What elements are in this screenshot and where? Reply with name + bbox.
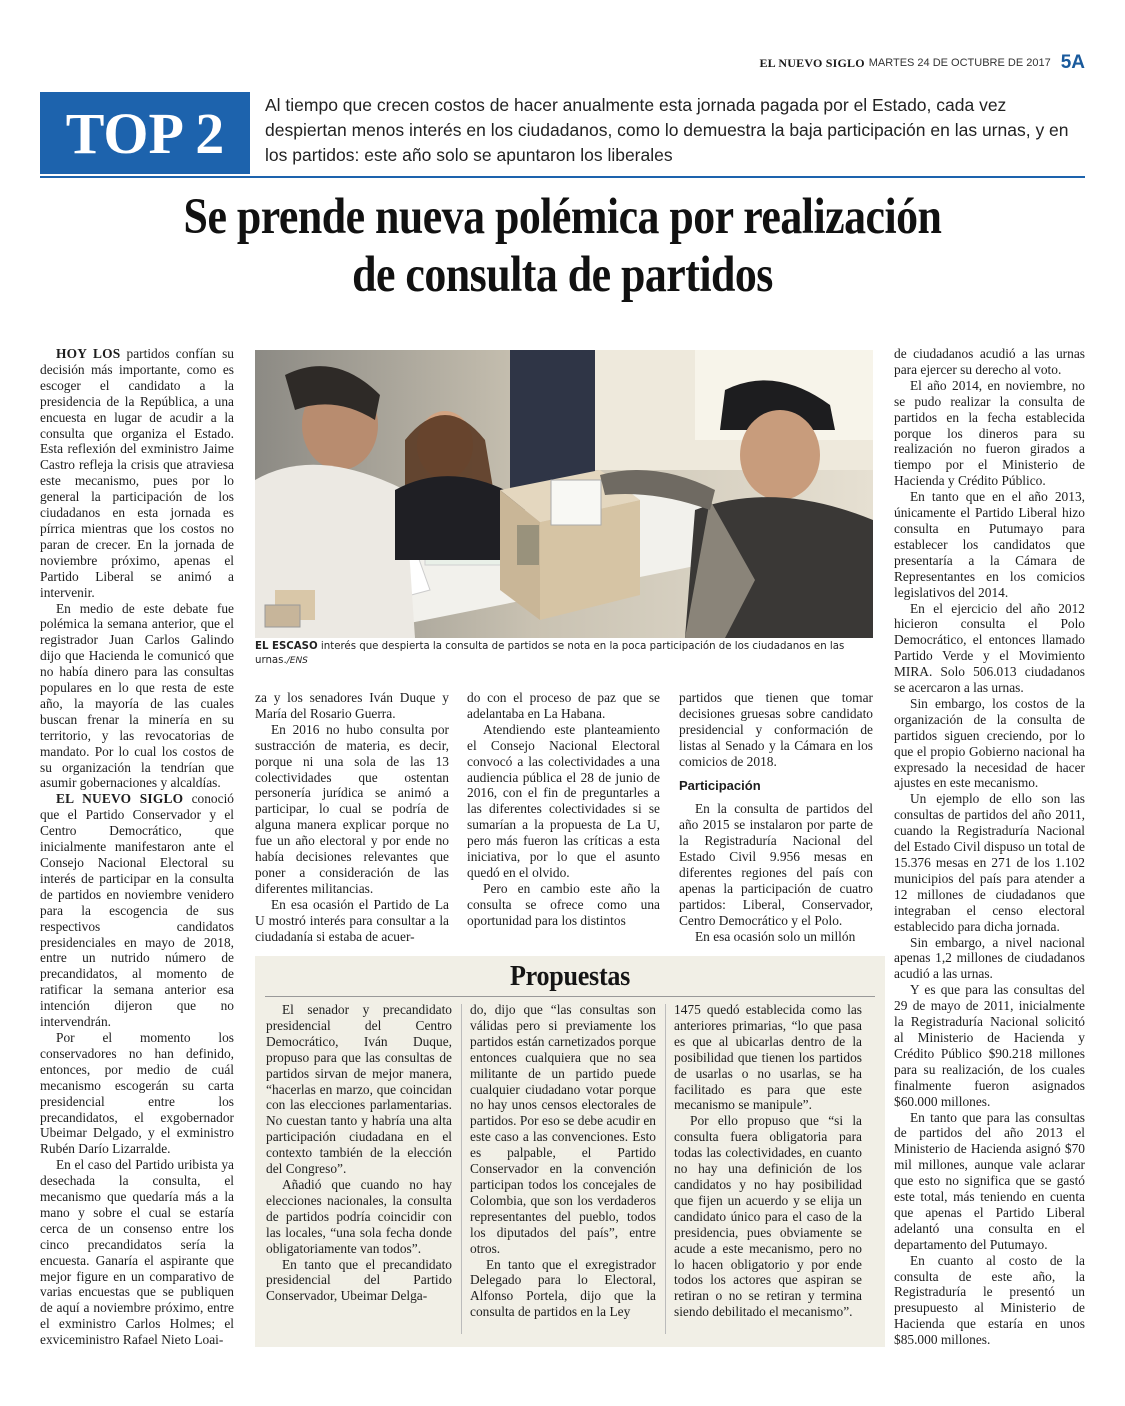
paragraph: En 2016 no hubo consulta por sustracción de materia, es decir, porque ni una sola de las 13 colectividades que ostentan personería jurídica se animó a participar, lo cual se podría de alguna manera explicar porque no fue un año electoral y por ende no había decisiones relevantes que poner a consideración de las diferentes militancias. <box>255 721 449 896</box>
column-divider <box>665 1004 666 1334</box>
lead-in: HOY LOS <box>56 346 121 361</box>
paragraph: En tanto que el exregistrador Delegado para lo Electoral, Alfonso Portela, dijo que la consulta de partidos en la Ley <box>470 1256 656 1320</box>
subhead: Participación <box>679 777 761 793</box>
paragraph: Pero en cambio este año la consulta se ofrece como una oportunidad para los distintos <box>467 880 660 928</box>
issue-date: MARTES 24 DE OCTUBRE DE 2017 <box>868 57 1051 69</box>
article-column-4 <box>679 690 873 945</box>
paragraph: El año 2014, en noviembre, no se pudo realizar la consulta de partidos en la fecha establecida porque los dineros para su realización no fueron girados a tiempo por el Ministerio de Hacienda y Crédito Público. <box>894 377 1085 489</box>
paragraph: En esa ocasión el Partido de La U mostró interés para consultar a la ciudadanía si estaba de acuer- <box>255 896 449 944</box>
sidebar-column-2 <box>470 1002 656 1320</box>
caption-lead: EL ESCASO <box>255 641 318 652</box>
photo-caption <box>255 640 873 668</box>
paragraph: En la consulta de partidos del año 2015 se instalaron por parte de la Registraduría Nacional del Estado Civil 9.956 mesas en diferentes regiones del país con apenas la participación de cuatro partidos: Liberal, Conservador, Centro Democrático y el Polo. <box>679 801 873 928</box>
kicker-text: Al tiempo que crecen costos de hacer anualmente esta jornada pagada por el Estado, cada vez despiertan menos interés en los ciudadanos, como lo demuestra la baja participación en las urnas, y en los partidos: este año solo se apuntaron los liberales <box>265 95 1069 165</box>
paragraph: za y los senadores Iván Duque y María del Rosario Guerra. <box>255 690 449 721</box>
caption-text: interés que despierta la consulta de partidos se nota en la poca participación de los ciudadanos en las urnas. <box>255 641 845 666</box>
article-column-5 <box>894 346 1085 1348</box>
paragraph: En medio de este debate fue polémica la semana anterior, que el registrador Juan Carlos Galindo dijo que Hacienda le comunicó que no había dinero para las consultas populares en lo que resta de este año, la mayoría de las cuales buscan frenar la minería en su territorio, y las revocatorias de mandato. Por lo cual los costos de su organización la tendrían que asumir gobernaciones y alcaldías. <box>40 600 234 791</box>
paragraph: partidos que tienen que tomar decisiones gruesas sobre candidato presidencial y conformación de listas al Senado y la Cámara en los comicios de 2018. <box>679 690 873 769</box>
section-tag: TOP 2 <box>40 92 250 174</box>
paragraph: En cuanto al costo de la consulta de este año, la Registraduría le presentó un presupuesto al Ministerio de Hacienda que estaría en unos $85.000 millones. <box>894 1252 1085 1348</box>
page-number: 5A <box>1060 52 1085 73</box>
sidebar-column-3 <box>674 1002 862 1320</box>
paragraph: En el ejercicio del año 2012 hicieron consulta el Polo Democrático, el entonces llamado Partido Verde y el Movimiento MIRA. Solo 506.013 ciudadanos se acercaron a las urnas. <box>894 600 1085 696</box>
paragraph: Sin embargo, a nivel nacional apenas 1,2 millones de ciudadanos acudió a las urnas. <box>894 934 1085 982</box>
sidebar-title-rule <box>265 996 875 997</box>
column-divider <box>461 1004 462 1334</box>
paragraph: partidos confían su decisión más importante, como es escoger el candidato a la presidencia de la República, a una encuesta en lugar de acudir a la consulta que organiza el Estado. Esta reflexión del exministro Jaime Castro refleja la crisis que atraviesa este mecanismo, pues por lo general la participación de los ciudadanos en esta jornada es pírrica mientras que los costos no paran de crecer. En la jornada de noviembre próximo, apenas el Partido Liberal se animó a intervenir. <box>40 346 234 600</box>
newspaper-name: EL NUEVO SIGLO <box>759 55 865 70</box>
paragraph: En tanto que en el año 2013, únicamente el Partido Liberal hizo consulta en Putumayo para establecer los candidatos que presentaría a la Cámara de Representantes en los comicios legislativos del 2014. <box>894 489 1085 600</box>
paragraph: En tanto que el precandidato presidencial del Partido Conservador, Ubeimar Delga- <box>266 1256 452 1304</box>
article-column-1 <box>40 346 234 1348</box>
article-column-3 <box>467 690 660 929</box>
paragraph: En el caso del Partido uribista ya desechada la consulta, el mecanismo que quedaría más a la mano y sobre el cual se estaría cerca de un consenso entre los cinco precandidatos sería la encuesta. Ganaría el aspirante que mejor figure en un comparativo de varias encuestas que se publiquen de aquí a noviembre próximo, entre el exministro Carlos Holmes; el exviceministro Rafael Nieto Loai- <box>40 1157 234 1348</box>
sidebar-column-1 <box>266 1002 452 1304</box>
paragraph: do con el proceso de paz que se adelantaba en La Habana. <box>467 690 660 721</box>
paragraph: Y es que para las consultas del 29 de mayo de 2011, inicialmente la Registraduría Nacional solicitó al Ministerio de Hacienda y Crédito Público $90.218 millones para su realización, de los cuales finalmente fueron asignados $60.000 millones. <box>894 982 1085 1109</box>
paragraph: El senador y precandidato presidencial del Centro Democrático, Iván Duque, propuso para que las consultas de partidos sirvan de mejor manera, “hacerlas en marzo, que coincidan con las elecciones parlamentarias. No cuestan tanto y habría una alta participación ciudadana en el contexto también de la elección del Congreso”. <box>266 1002 452 1177</box>
lead-in: EL NUEVO SIGLO <box>56 791 184 807</box>
paragraph: Añadió que cuando no hay elecciones nacionales, la consulta de partidos podría coincidir con las locales, “una sola fecha donde obligatoriamente van todos”. <box>266 1176 452 1256</box>
paragraph: Por el momento los conservadores no han definido, entonces, por medio de cuál mecanismo escogerán su carta presidencial entre los precandidatos, el exgobernador Ubeimar Delgado, y el exministro Rubén Darío Lizarralde. <box>40 1029 234 1157</box>
paragraph: Por ello propuso que “si la consulta fuera obligatoria para todas las colectividades, en cuanto no hay una definición de los candidatos y no hay posibilidad que fijen un acuerdo y se elija un candidato único para el caso de la presidencia, pues obviamente se acude a este mecanismo, pero no lo hacen obligatorio y por ende todos los actores que aspiran se retiran o no se retiran y termina siendo debilitado el mecanismo”. <box>674 1113 862 1320</box>
paragraph: Sin embargo, los costos de la organización de la consulta de partidos siguen creciendo, por lo que el propio Gobierno nacional ha expresado la necesidad de hacer ajustes en este mecanismo. <box>894 695 1085 791</box>
paragraph: 1475 quedó establecida como las anteriores primarias, “lo que pasa es que al ubicarlas dentro de la posibilidad que tienen los partidos de usarlas o no usarlas, se ha facilitado es para que este mecanismo se manipule”. <box>674 1002 862 1113</box>
masthead <box>759 50 1085 76</box>
paragraph: Un ejemplo de ello son las consultas de partidos del año 2011, cuando la Registraduría Nacional del Estado Civil dispuso un total de 15.376 mesas en 271 de los 1.102 municipios del país para atender a 12 millones de ciudadanos que integraban el censo electoral establecido para dicha jornada. <box>894 791 1085 934</box>
photo-credit: /ENS <box>286 655 308 666</box>
paragraph: de ciudadanos acudió a las urnas para ejercer su derecho al voto. <box>894 346 1085 377</box>
sidebar-title: Propuestas <box>509 960 631 992</box>
headline-line-1: Se prende nueva polémica por realización <box>183 189 942 245</box>
paragraph: En esa ocasión solo un millón <box>695 928 856 944</box>
paragraph: conoció que el Partido Conservador y el Centro Democrático, que inicialmente manifestaron ante el Consejo Nacional Electoral su interés de participar en la consulta de partidos en noviembre venidero para la escogencia de sus respectivos candidatos presidenciales en mayo de 2018, entre un nutrido número de precandidatos, al momento de ratificar la semana anterior esa intención dijeron que no intervendrán. <box>40 791 234 1030</box>
headline-line-2: de consulta de partidos <box>352 247 773 303</box>
article-column-2 <box>255 690 449 945</box>
headline <box>113 188 1012 304</box>
paragraph: En tanto que para las consultas de partidos del año 2013 el Ministerio de Hacienda asignó $70 mil millones, aunque vale aclarar que esto no significa que se gastó este total, más teniendo en cuenta que apenas el Partido Liberal adelantó una consulta en el departamento del Putumayo. <box>894 1109 1085 1252</box>
paragraph: Atendiendo este planteamiento el Consejo Nacional Electoral convocó a las colectividades a una audiencia pública el 28 de junio de 2016, con el fin de preguntarles a las diferentes colectividades si se sumarían a la propuesta de La U, pero más fueron las críticas a esta iniciativa, por lo que el asunto quedó en el olvido. <box>467 721 660 880</box>
section-divider <box>40 176 1085 178</box>
polling-station-photo <box>255 350 873 638</box>
news-photo <box>255 350 873 638</box>
paragraph: do, dijo que “las consultas son válidas pero si previamente los partidos están carnetizados porque entonces cualquiera que no sea militante de un partido puede cualquier ciudadano votar porque no hay unos censos electorales de partidos. Por eso se debe acudir en este caso a las convenciones. Esto es palpable, el Partido Conservador en la convención participan todos los concejales de Colombia, que son los verdaderos representantes del pueblo, todos los diputados del país”, entre otros. <box>470 1002 656 1256</box>
